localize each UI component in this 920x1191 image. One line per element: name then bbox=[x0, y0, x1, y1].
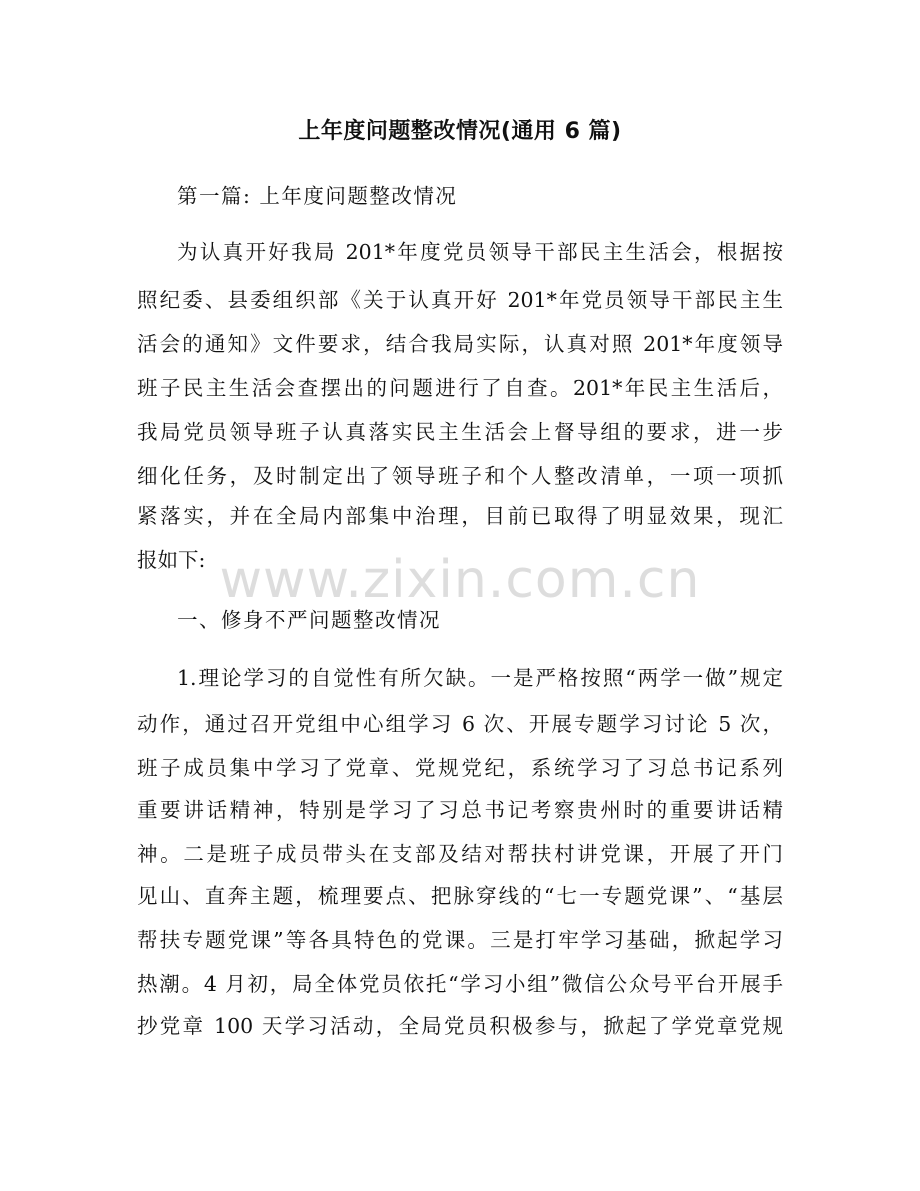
section-heading: 第一篇: 上年度问题整改情况 bbox=[177, 184, 458, 208]
paragraph-line: 重要讲话精神，特别是学习了习总书记考察贵州时的重要讲话精 bbox=[137, 798, 783, 822]
paragraph-line: 帮扶专题党课”等各具特色的党课。三是打牢学习基础，掀起学习 bbox=[137, 928, 783, 952]
document-title: 上年度问题整改情况(通用 6 篇) bbox=[298, 119, 622, 144]
paragraph-line: 照纪委、县委组织部《关于认真开好 201*年党员领导干部民主生 bbox=[137, 288, 783, 312]
paragraph-line: 班子民主生活会查摆出的问题进行了自查。201*年民主生活后， bbox=[137, 376, 783, 400]
paragraph-line: 紧落实，并在全局内部集中治理，目前已取得了明显效果，现汇 bbox=[137, 504, 783, 528]
paragraph-line: 班子成员集中学习了党章、党规党纪，系统学习了习总书记系列 bbox=[137, 756, 783, 780]
paragraph-line: 抄党章 100 天学习活动，全局党员积极参与，掀起了学党章党规 bbox=[137, 1014, 783, 1038]
subheading: 一、修身不严问题整改情况 bbox=[177, 608, 441, 632]
paragraph-line: 见山、直奔主题，梳理要点、把脉穿线的“七一专题党课”、“基层 bbox=[137, 884, 783, 908]
paragraph-line: 动作，通过召开党组中心组学习 6 次、开展专题学习讨论 5 次， bbox=[137, 712, 783, 736]
paragraph-line: 活会的通知》文件要求，结合我局实际，认真对照 201*年度领导 bbox=[137, 332, 783, 356]
paragraph-line: 1.理论学习的自觉性有所欠缺。一是严格按照“两学一做”规定 bbox=[177, 666, 783, 690]
paragraph-line: 我局党员领导班子认真落实民主生活会上督导组的要求，进一步 bbox=[137, 420, 783, 444]
paragraph-line: 神。二是班子成员带头在支部及结对帮扶村讲党课，开展了开门 bbox=[137, 842, 783, 866]
paragraph-line: 热潮。4 月初，局全体党员依托“学习小组”微信公众号平台开展手 bbox=[137, 972, 783, 996]
paragraph-line: 报如下: bbox=[137, 548, 206, 572]
paragraph-line: 细化任务，及时制定出了领导班子和个人整改清单，一项一项抓 bbox=[137, 464, 783, 488]
watermark: www.zixin.com.cn bbox=[219, 550, 701, 610]
paragraph-line: 为认真开好我局 201*年度党员领导干部民主生活会，根据按 bbox=[177, 240, 783, 264]
